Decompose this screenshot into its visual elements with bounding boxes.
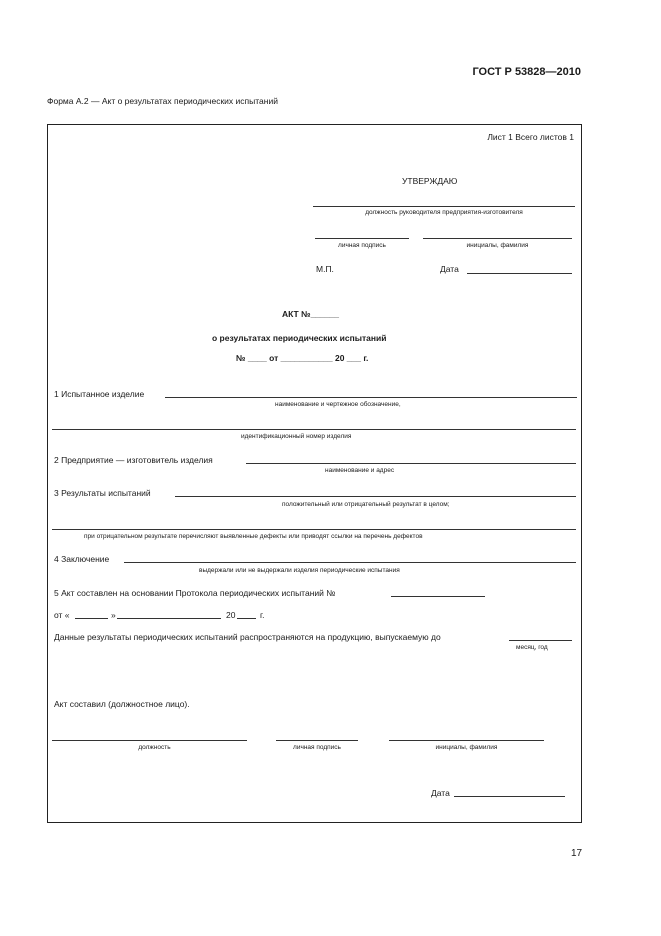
compiled-date-label: Дата	[431, 788, 450, 798]
compiled-position-line[interactable]	[52, 740, 247, 741]
item1-hint: наименование и чертежное обозначение,	[275, 401, 401, 408]
spread-date-line[interactable]	[509, 640, 572, 641]
item5-quote: »	[111, 610, 116, 620]
compiled-date-line[interactable]	[454, 796, 565, 797]
act-subtitle: о результатах периодических испытаний	[212, 333, 387, 343]
item3-line2[interactable]	[52, 529, 576, 530]
item2-label: 2 Предприятие — изготовитель изделия	[54, 455, 213, 465]
item2-line[interactable]	[246, 463, 576, 464]
item5-label: 5 Акт составлен на основании Протокола периодических испытаний №	[54, 588, 336, 598]
approve-signature-line[interactable]	[315, 238, 409, 239]
approve-position-hint: должность руководителя предприятия-изготовителя	[365, 209, 523, 216]
item1-line[interactable]	[165, 397, 577, 398]
approve-signature-hint: личная подпись	[338, 242, 386, 249]
item3-line[interactable]	[175, 496, 576, 497]
standard-number: ГОСТ Р 53828—2010	[472, 66, 581, 78]
approve-initials-line[interactable]	[423, 238, 572, 239]
approve-date-label: Дата	[440, 264, 459, 274]
compiled-initials-hint: инициалы, фамилия	[435, 744, 498, 751]
item2-hint: наименование и адрес	[325, 467, 395, 474]
stamp-label: М.П.	[316, 264, 334, 274]
item1-line2[interactable]	[52, 429, 576, 430]
compiled-initials-line[interactable]	[389, 740, 544, 741]
approve-initials-hint: инициалы, фамилия	[466, 242, 529, 249]
protocol-number-line[interactable]	[391, 596, 485, 597]
item3-label: 3 Результаты испытаний	[54, 488, 151, 498]
item1-hint2: идентификационный номер изделия	[241, 433, 352, 440]
protocol-month-line[interactable]	[117, 618, 221, 619]
protocol-day-line[interactable]	[75, 618, 108, 619]
compiled-position-hint: должность	[138, 744, 171, 751]
spread-text: Данные результаты периодических испытаний распространяются на продукцию, выпускаемую до	[54, 632, 441, 642]
item5-from: от «	[54, 610, 70, 620]
item3-hint: положительный или отрицательный результат в целом;	[282, 501, 450, 508]
form-caption: Форма А.2 — Акт о результатах периодических испытаний	[47, 96, 278, 106]
page-number: 17	[571, 848, 583, 859]
item5-year-suffix: г.	[260, 610, 265, 620]
protocol-year-line[interactable]	[237, 618, 256, 619]
item4-hint: выдержали или не выдержали изделия периодические испытания	[199, 567, 400, 574]
compiled-signature-hint: личная подпись	[293, 744, 341, 751]
compiled-signature-line[interactable]	[276, 740, 358, 741]
approve-date-line[interactable]	[467, 273, 572, 274]
act-title: АКТ №______	[282, 309, 339, 319]
item3-hint2: при отрицательном результате перечисляют выявленные дефекты или приводят ссылки на перечень дефектов	[84, 533, 423, 540]
form-frame	[47, 124, 582, 823]
item4-label: 4 Заключение	[54, 554, 110, 564]
approve-position-line[interactable]	[313, 206, 575, 207]
spread-hint: месяц, год	[516, 644, 548, 651]
sheet-info: Лист 1 Всего листов 1	[487, 132, 574, 142]
compiled-label: Акт составил (должностное лицо).	[54, 699, 190, 709]
item5-year: 20	[226, 610, 236, 620]
item4-line[interactable]	[124, 562, 576, 563]
act-number-line: № ____ от ___________ 20 ___ г.	[236, 353, 369, 363]
approve-title: УТВЕРЖДАЮ	[402, 176, 458, 186]
item1-label: 1 Испытанное изделие	[54, 389, 145, 399]
